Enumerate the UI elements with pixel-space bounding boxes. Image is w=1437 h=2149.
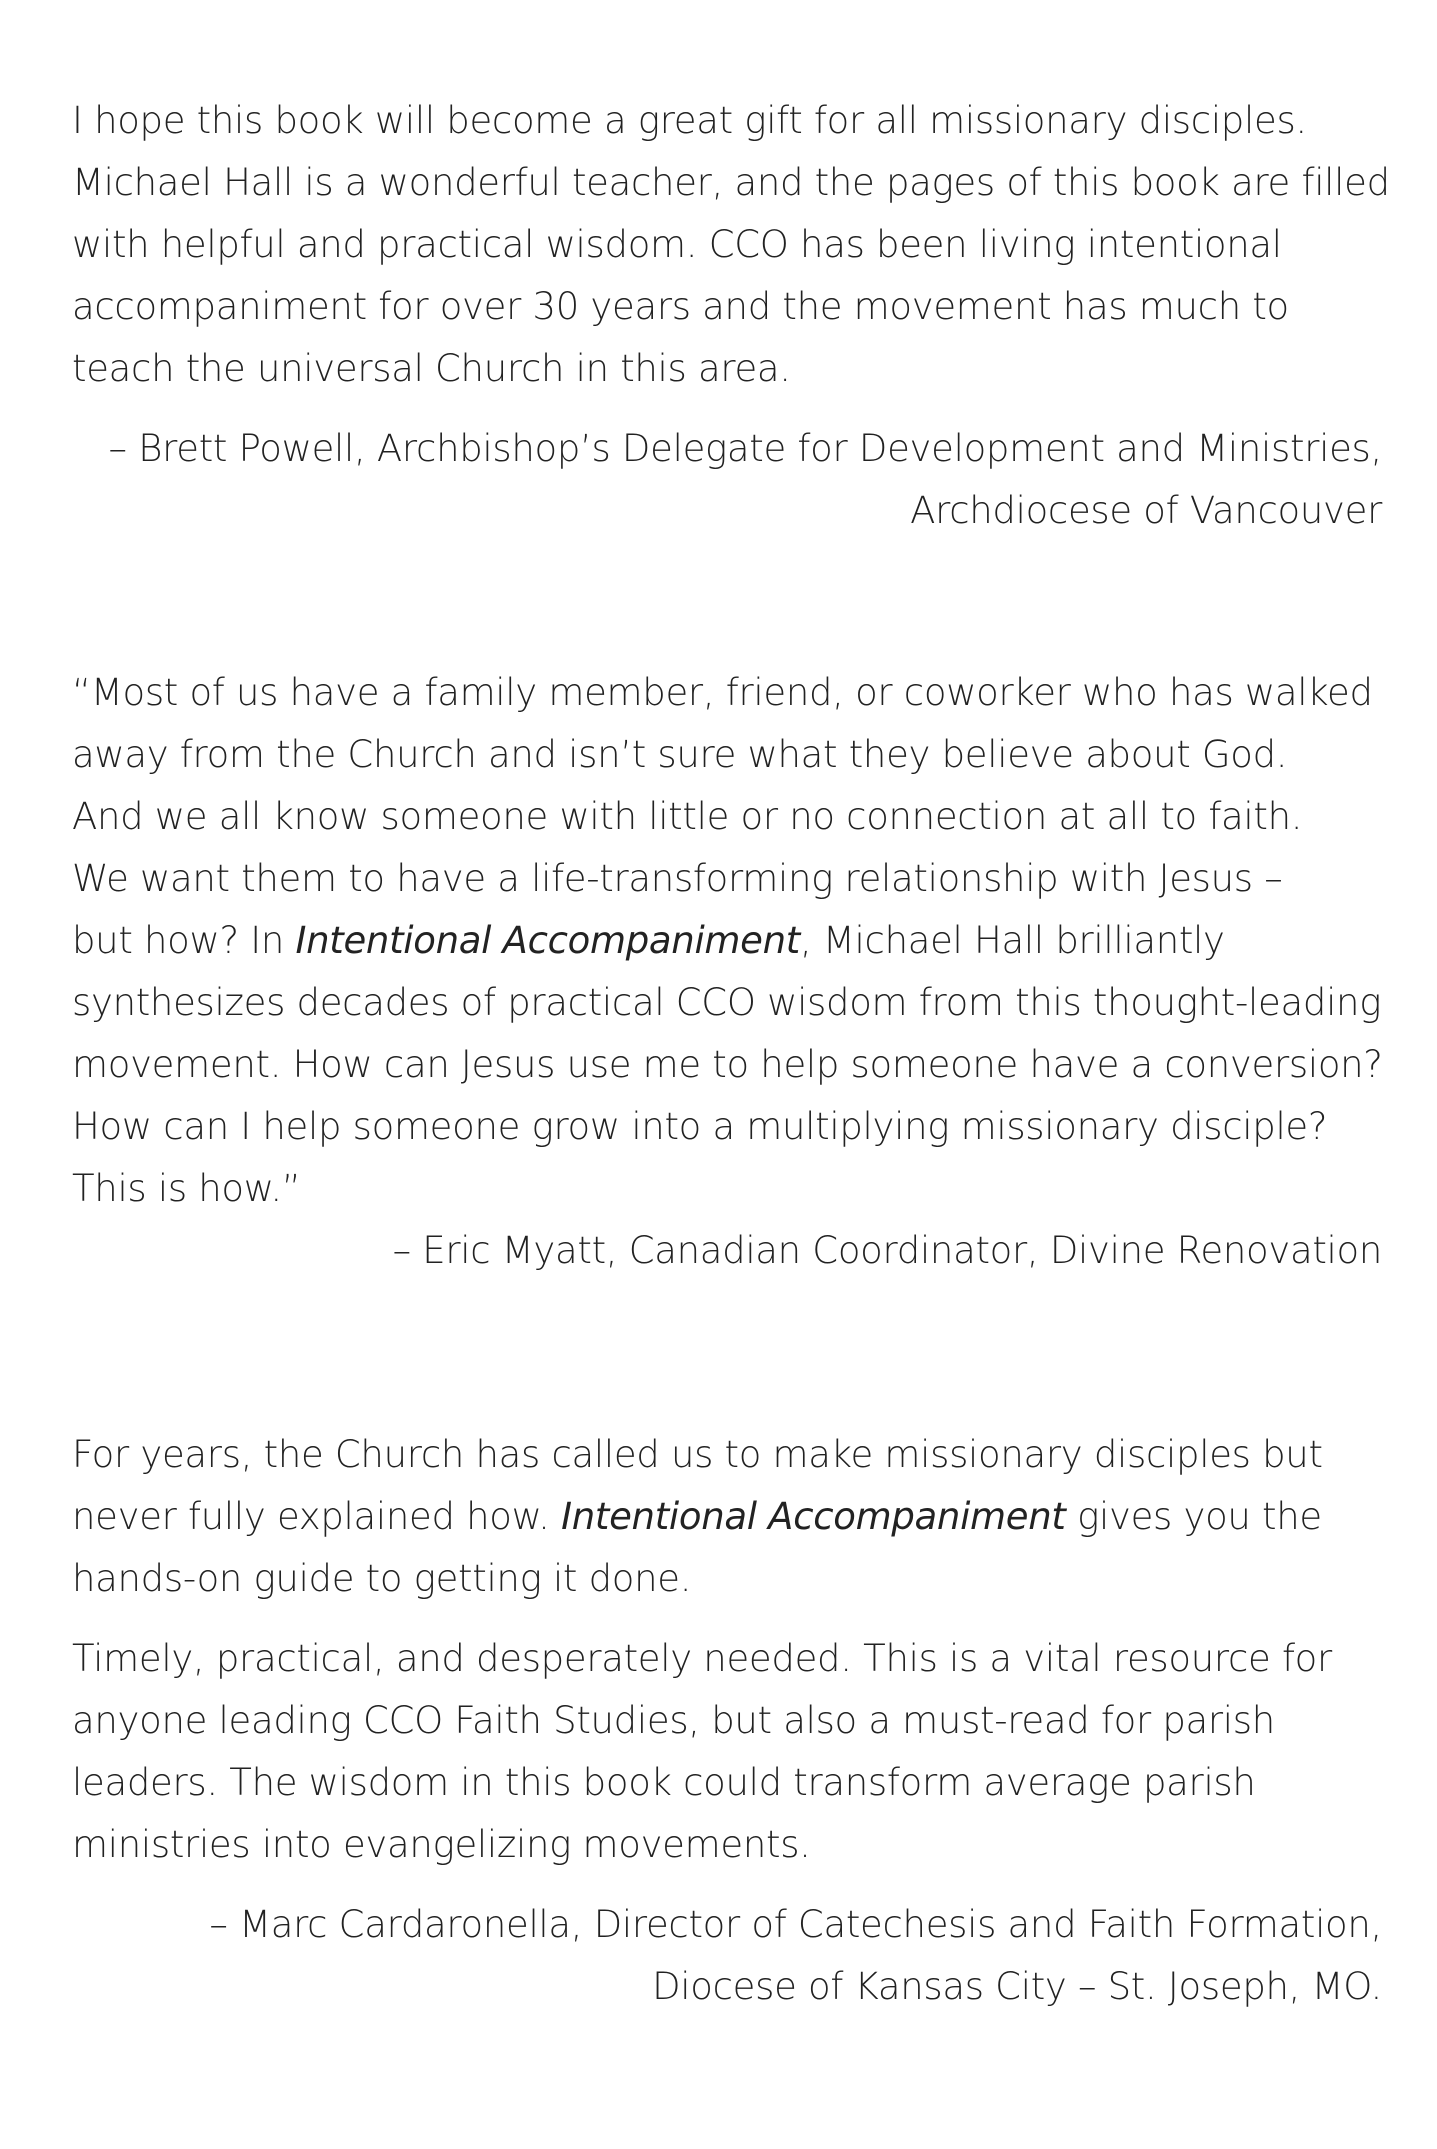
text-line: movement. How can Jesus use me to help someone have a conversion?	[72, 1043, 1383, 1086]
endorsement-quote	[72, 90, 1390, 400]
text-line: anyone leading CCO Faith Studies, but also a must-read for parish	[72, 1699, 1275, 1742]
endorsements-page	[72, 90, 1390, 2018]
text-line: ministries into evangelizing movements.	[72, 1823, 811, 1866]
attribution-line: – Eric Myatt, Canadian Coordinator, Divine Renovation	[392, 1229, 1382, 1272]
text-line: hands-on guide to getting it done.	[72, 1557, 692, 1600]
text-line: We want them to have a life-transforming relationship with Jesus –	[72, 857, 1283, 900]
text-line: And we all know someone with little or no connection at all to faith.	[72, 795, 1303, 838]
attribution-line: Archdiocese of Vancouver	[910, 489, 1382, 532]
text-line: I hope this book will become a great gift for all missionary disciples.	[72, 99, 1307, 142]
text-line: away from the Church and isn’t sure what they believe about God.	[72, 733, 1288, 776]
endorsement-brett-powell	[72, 90, 1390, 542]
endorsement-quote	[72, 1628, 1382, 1876]
attribution-line: – Marc Cardaronella, Director of Catechesis and Faith Formation,	[209, 1903, 1382, 1946]
text-line	[72, 1486, 1382, 1548]
text-line: How can I help someone grow into a multiplying missionary disciple?	[72, 1105, 1328, 1148]
book-title: Intentional Accompaniment	[295, 919, 800, 962]
endorsement-quote	[72, 1424, 1382, 1610]
text-line: synthesizes decades of practical CCO wisdom from this thought-leading	[72, 981, 1382, 1024]
text-line: Michael Hall is a wonderful teacher, and the pages of this book are filled	[72, 161, 1390, 204]
text-line: “Most of us have a family member, friend, or coworker who has walked	[72, 671, 1373, 714]
text-line: with helpful and practical wisdom. CCO has been living intentional	[72, 223, 1282, 266]
text-line: leaders. The wisdom in this book could transform average parish	[72, 1761, 1256, 1804]
endorsement-marc-cardaronella	[72, 1424, 1382, 2018]
text-run: never fully explained how.	[72, 1495, 562, 1538]
endorsement-quote	[72, 662, 1382, 1220]
attribution-line: – Brett Powell, Archbishop’s Delegate for Development and Ministries,	[108, 427, 1382, 470]
endorsement-eric-myatt	[72, 662, 1382, 1282]
text-run: , Michael Hall brilliantly	[800, 919, 1225, 962]
text-line	[72, 910, 1382, 972]
attribution-line: Diocese of Kansas City – St. Joseph, MO.	[652, 1965, 1382, 2008]
text-line: teach the universal Church in this area.	[72, 347, 791, 390]
text-line: For years, the Church has called us to make missionary disciples but	[72, 1433, 1323, 1476]
text-line: accompaniment for over 30 years and the movement has much to	[72, 285, 1289, 328]
text-run: but how? In	[72, 919, 296, 962]
book-title: Intentional Accompaniment	[561, 1495, 1066, 1538]
text-line: This is how.”	[72, 1167, 301, 1210]
text-run: gives you the	[1065, 1495, 1322, 1538]
text-line: Timely, practical, and desperately needed. This is a vital resource for	[72, 1637, 1332, 1680]
